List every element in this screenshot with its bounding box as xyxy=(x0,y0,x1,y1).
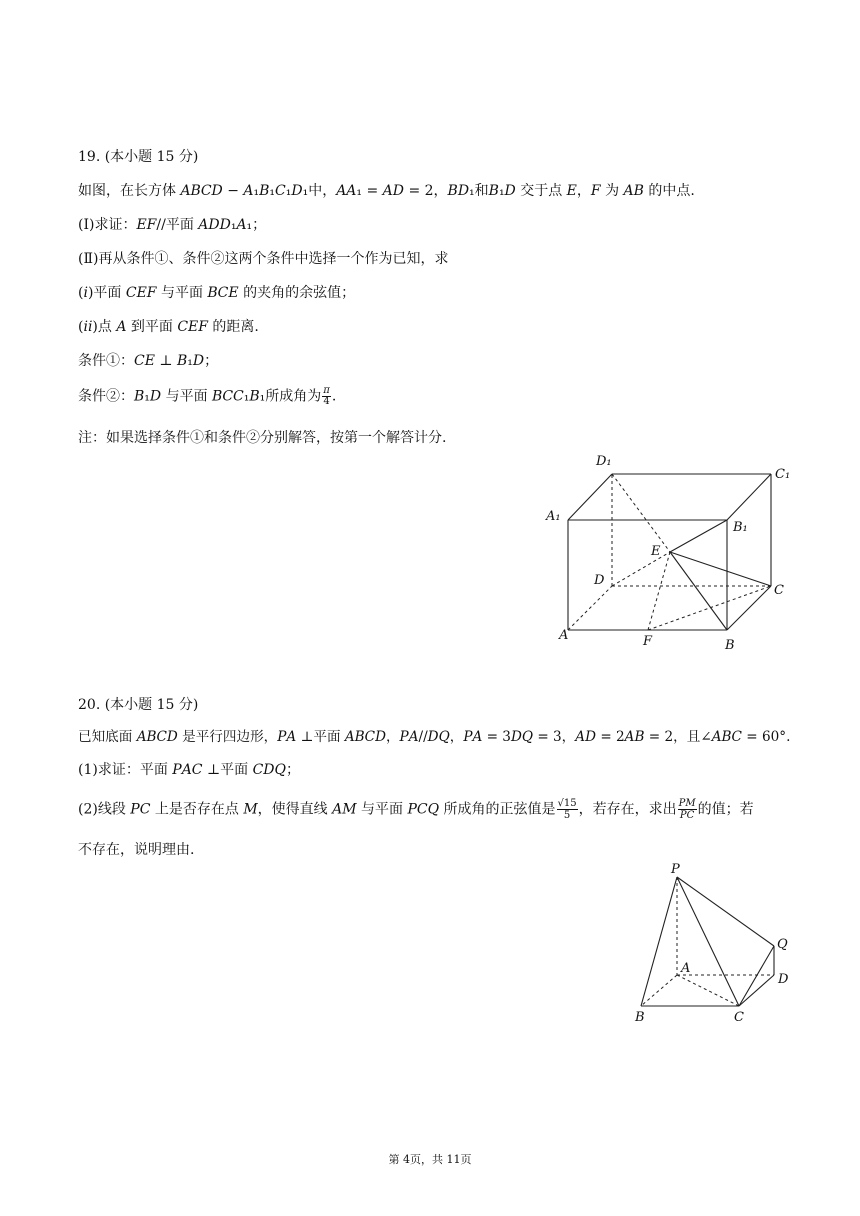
q19-part2: (Ⅱ)再从条件①、条件②这两个条件中选择一个作为已知，求 xyxy=(78,251,449,267)
q20-part2-post: 的值；若 xyxy=(697,801,754,818)
hidden-edge-F-E xyxy=(648,552,670,630)
label-D1: D₁ xyxy=(596,454,612,469)
edge-C-E xyxy=(670,552,771,586)
edge-E-B xyxy=(670,552,727,630)
q19-part1: (Ⅰ)求证：𝐸𝐹//平面 𝐴𝐷𝐷₁𝐴₁； xyxy=(78,217,267,233)
q19-cond2-fraction xyxy=(322,386,331,407)
hidden-edge-A-B xyxy=(641,975,677,1006)
label-C1: C₁ xyxy=(775,467,791,482)
edge-P-B xyxy=(641,877,677,1006)
q20-ratio-fraction xyxy=(678,798,697,821)
edge-B-C xyxy=(727,586,771,630)
label-B1: B₁ xyxy=(733,520,748,535)
label-A: A xyxy=(681,961,691,976)
hidden-edge-F-C xyxy=(648,586,771,630)
label-C: C xyxy=(734,1010,744,1025)
fraction-denominator: 𝑃𝐶 xyxy=(679,810,695,821)
label-B: B xyxy=(635,1010,645,1025)
label-A: A xyxy=(559,628,569,643)
q20-sqrt-fraction xyxy=(557,798,578,821)
label-E: E xyxy=(651,544,661,559)
q20-part2-mid: ，若存在，求出 xyxy=(578,801,677,818)
q19-note: 注：如果选择条件①和条件②分别解答，按第一个解答计分. xyxy=(78,430,447,446)
edge-C-Q xyxy=(739,946,774,1006)
q19-sub-ii: (𝑖𝑖)点 𝐴 到平面 𝐶𝐸𝐹 的距离. xyxy=(78,319,259,335)
q20-heading: 20. (本小题 15 分) xyxy=(78,697,199,713)
hidden-edge-A-D xyxy=(568,586,612,630)
q19-cond2-text: 条件②：𝐵₁𝐷 与平面 𝐵𝐶𝐶₁𝐵₁所成角为 xyxy=(78,388,322,405)
q19-heading: 19. (本小题 15 分) xyxy=(78,149,199,165)
page-footer: 第 4页，共 11页 xyxy=(388,1153,472,1166)
hidden-edge-D-E xyxy=(612,552,670,586)
label-D: D xyxy=(778,972,789,987)
hidden-edge-A-C xyxy=(677,975,739,1006)
label-P: P xyxy=(671,862,680,877)
q20-part2 xyxy=(78,798,754,821)
fraction-denominator: 4 xyxy=(323,396,330,407)
fraction-numerator: √15 xyxy=(557,798,577,809)
edge-C-D xyxy=(739,975,774,1006)
q19-condition-1: 条件①：𝐶𝐸 ⊥ 𝐵₁𝐷； xyxy=(78,353,219,369)
fraction-numerator: 𝑃𝑀 xyxy=(678,798,696,809)
edge-P-C xyxy=(677,877,739,1006)
edge-B1-C1 xyxy=(727,474,771,520)
label-D: D xyxy=(594,573,605,588)
q19-stem: 如图，在长方体 𝐴𝐵𝐶𝐷 − 𝐴₁𝐵₁𝐶₁𝐷₁中，𝐴𝐴₁ = 𝐴𝐷 = 2，𝐵𝐷₁和𝐵₁𝐷 交于点 𝐸，𝐹 为 𝐴𝐵 的中点. xyxy=(78,183,695,199)
label-A1: A₁ xyxy=(546,509,561,524)
fraction-denominator: 5 xyxy=(563,810,571,821)
q19-cond2-period: . xyxy=(331,388,337,405)
edge-A1-D1 xyxy=(568,474,612,520)
label-C: C xyxy=(774,583,784,598)
hidden-edge-D1-E xyxy=(612,474,670,552)
q19-condition-2 xyxy=(78,386,336,407)
label-Q: Q xyxy=(777,937,788,952)
edge-B1-E xyxy=(670,520,727,552)
q20-stem: 已知底面 𝐴𝐵𝐶𝐷 是平行四边形，𝑃𝐴 ⊥平面 𝐴𝐵𝐶𝐷，𝑃𝐴//𝐷𝑄，𝑃𝐴 = 3𝐷𝑄 = 3，𝐴𝐷 = 2𝐴𝐵 = 2，且∠𝐴𝐵𝐶 = 60°. xyxy=(78,729,791,745)
q20-part1: (1)求证：平面 𝑃𝐴𝐶 ⊥平面 𝐶𝐷𝑄； xyxy=(78,762,301,778)
q20-part2-text: (2)线段 𝑃𝐶 上是否存在点 𝑀，使得直线 𝐴𝑀 与平面 𝑃𝐶𝑄 所成角的正弦值是 xyxy=(78,801,556,818)
label-F: F xyxy=(643,634,653,649)
label-B: B xyxy=(725,638,735,653)
edge-P-Q xyxy=(677,877,774,946)
fraction-numerator: π xyxy=(323,385,330,396)
q19-sub-i: (𝑖)平面 𝐶𝐸𝐹 与平面 𝐵𝐶𝐸 的夹角的余弦值； xyxy=(78,285,356,301)
q20-part2-continued: 不存在，说明理由. xyxy=(78,842,195,858)
